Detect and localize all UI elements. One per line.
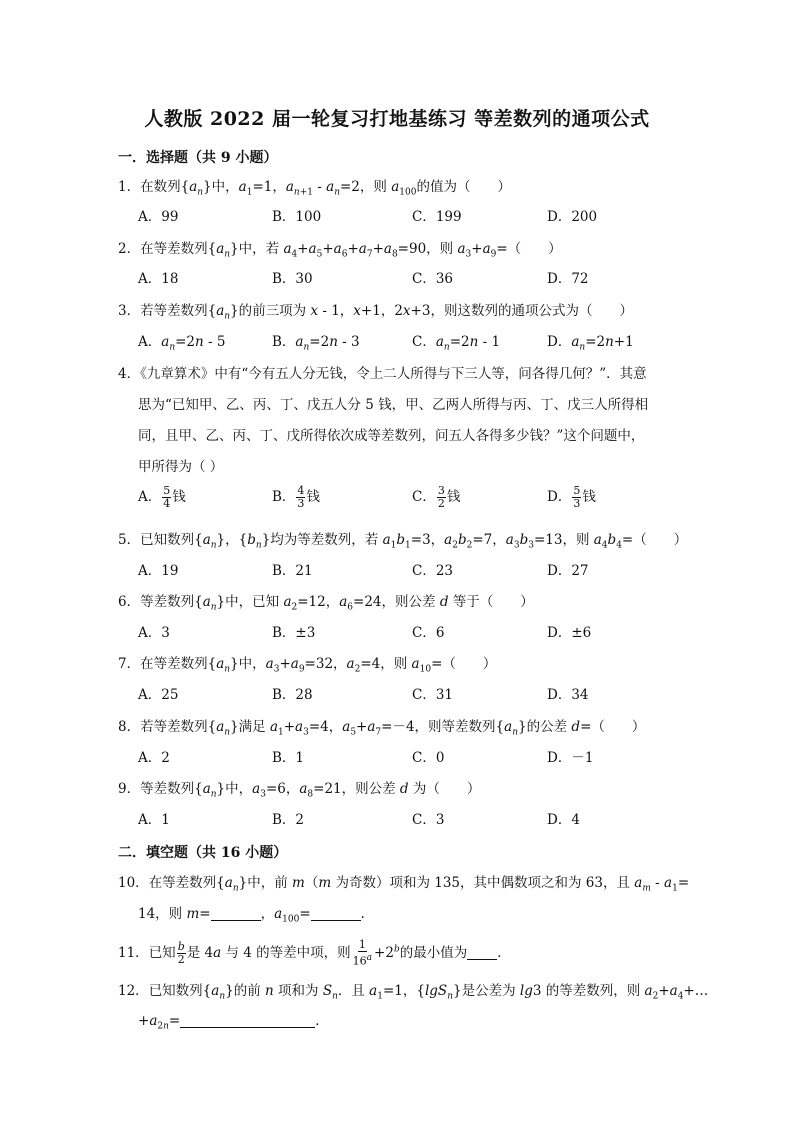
question-9: 9．等差数列$\{a_n\}$中，$a_3=6$，$a_8=21$，则公差 d 为（ ） <box>118 781 481 800</box>
option-c: C．6 <box>412 625 445 641</box>
option-d: D．34 <box>547 687 589 703</box>
question-2: 2．在等差数列$\{a_n\}$中，若 $a_4+a_5+a_6+a_7+a_8=90$，则 $a_3+a_9=$（ ） <box>118 241 562 260</box>
option-b: B．21 <box>272 563 313 579</box>
option-a: A． $\frac{5}{4}$ 钱 <box>138 484 186 510</box>
option-d: D．4 <box>547 812 580 828</box>
option-a: A．3 <box>138 625 170 641</box>
question-3: 3．若等差数列$\{a_n\}$的前三项为 x - 1，x+1，2x+3，则这数列的通项公式为（ ） <box>118 303 633 322</box>
question-6: 6．等差数列$\{a_n\}$中，已知 $a_2=12$，$a_6=24$，则公差 d 等于（ ） <box>118 594 534 613</box>
question-5: 5．已知数列$\{a_n\}$，$\{b_n\}$均为等差数列，若 $a_1b_1=3$，$a_2b_2=7$，$a_3b_3=13$，则 $a_4b_4=$（ ） <box>118 532 688 551</box>
option-a: A．2 <box>138 750 170 766</box>
option-d: D．200 <box>547 209 598 225</box>
option-b: B． $\frac{4}{3}$ 钱 <box>272 484 320 510</box>
option-b: B．28 <box>272 687 313 703</box>
question-4-line-2: 思为“已知甲、乙、丙、丁、戊五人分 5 钱，甲、乙两人所得与丙、丁、戊三人所得相 <box>138 397 649 413</box>
option-c: C．23 <box>412 563 454 579</box>
section-heading-choice: 一．选择题（共 9 小题） <box>118 150 278 166</box>
question-11: 11．已知 $\frac{b}{2}$ 是 4a 与 4 的等差中项，则 $\frac{1}{16^a}$ $+2^b$的最小值为 ． <box>118 938 511 968</box>
option-c: C．$a_n=2n - 1$ <box>412 334 501 353</box>
question-4-line-3: 同，且甲、乙、丙、丁、戊所得依次成等差数列，问五人各得多少钱？”这个问题中， <box>138 428 645 444</box>
option-c: C．3 <box>412 812 445 828</box>
option-a: A．$a_n=2n - 5$ <box>138 334 226 353</box>
option-a: A．18 <box>138 271 179 287</box>
option-a: A．19 <box>138 563 179 579</box>
question-12-line-1: 12．已知数列$\{a_n\}$的前 n 项和为 $S_n$．且 $a_1=1$，{lgS$_n$}是公差为 lg3 的等差数列，则 $a_2+a_4+\dots$ <box>118 983 709 1002</box>
option-d: D．72 <box>547 271 589 287</box>
option-b: B．±3 <box>272 625 316 641</box>
question-4-line-4: 甲所得为（ ） <box>138 459 224 475</box>
option-c: C． $\frac{3}{2}$ 钱 <box>412 484 461 510</box>
question-4-line-1: 4．《九章算术》中有“今有五人分无钱，令上二人所得与下三人等，问各得几何？”．其意 <box>118 366 647 382</box>
option-d: D．±6 <box>547 625 592 641</box>
option-b: B．$a_n=2n - 3$ <box>272 334 360 353</box>
option-a: A．99 <box>138 209 179 225</box>
question-12-line-2: $+a_{2n}=$ ． <box>138 1013 329 1032</box>
option-c: C．199 <box>412 209 462 225</box>
question-1: 1．在数列$\{a_n\}$中，$a_1=1$，$a_{n+1} - a_n=2$，则 $a_{100}$的值为（ ） <box>118 179 511 198</box>
option-b: B．2 <box>272 812 305 828</box>
option-c: C．0 <box>412 750 445 766</box>
question-10-line-1: 10．在等差数列$\{a_n\}$中，前 m（m 为奇数）项和为 135，其中偶数项之和为 63，且 $a_m - a_1=$ <box>118 875 690 894</box>
option-d: D．－1 <box>547 750 594 766</box>
option-b: B．1 <box>272 750 305 766</box>
option-b: B．100 <box>272 209 322 225</box>
option-d: D． $\frac{5}{3}$ 钱 <box>547 484 596 510</box>
question-8: 8．若等差数列$\{a_n\}$满足 $a_1+a_3=4$，$a_5+a_7=-4$，则等差数列$\{a_n\}$的公差 d=（ ） <box>118 719 646 738</box>
option-d: D．27 <box>547 563 589 579</box>
option-d: D．$a_n=2n+1$ <box>547 334 634 353</box>
option-a: A．25 <box>138 687 179 703</box>
option-a: A．1 <box>138 812 170 828</box>
question-7: 7．在等差数列$\{a_n\}$中，$a_3+a_9=32$，$a_2=4$，则 $a_{10}=$（ ） <box>118 656 497 675</box>
option-c: C．31 <box>412 687 454 703</box>
page-title: 人教版 2022 届一轮复习打地基练习 等差数列的通项公式 <box>144 108 650 130</box>
option-c: C．36 <box>412 271 454 287</box>
question-10-line-2: 14，则 m= ，$a_{100}=$ ． <box>138 906 375 925</box>
option-b: B．30 <box>272 271 313 287</box>
section-heading-fill-in: 二．填空题（共 16 小题） <box>118 845 288 861</box>
